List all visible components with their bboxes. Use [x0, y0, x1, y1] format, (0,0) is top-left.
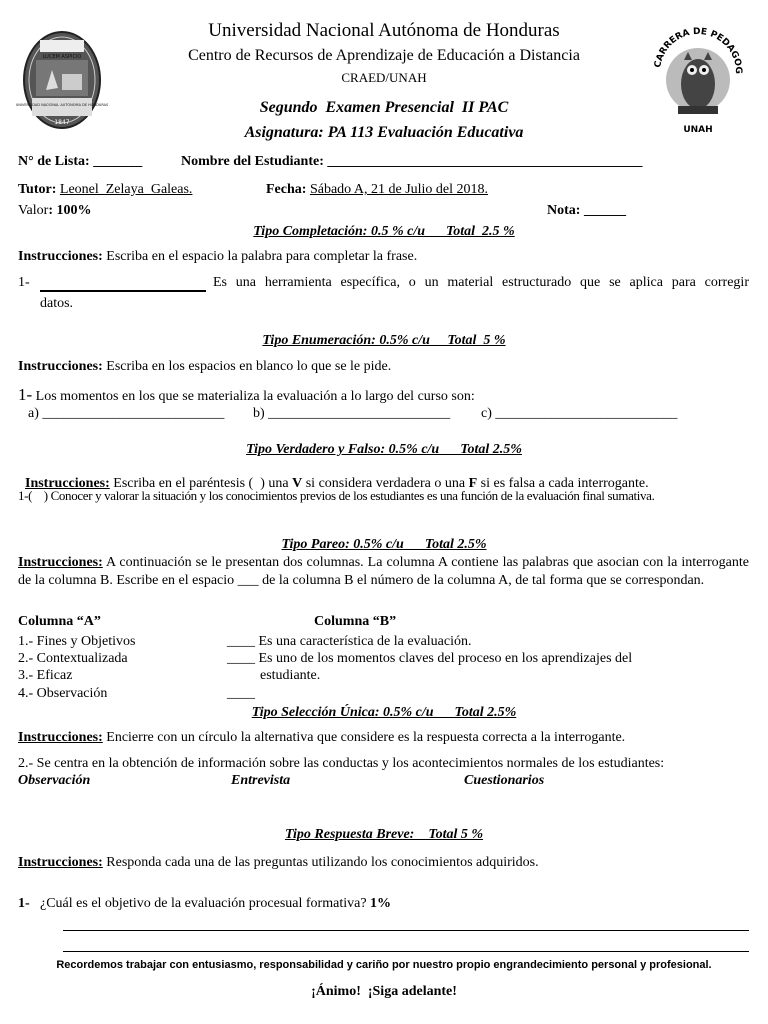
answer-line[interactable] — [63, 951, 749, 952]
column-b-item[interactable]: ____ — [227, 686, 255, 701]
instructions-label: Instrucciones: — [18, 359, 103, 374]
single-choice-item: 2.- Se centra en la obtención de información sobre las conductas y los acontecimientos normales de los estudiantes: — [18, 756, 665, 771]
enumeration-option-c[interactable]: c) __________________________ — [481, 406, 678, 421]
false-letter: F — [468, 476, 478, 491]
tutor-value: Leonel Zelaya Galeas. — [59, 182, 193, 197]
short-answer-item — [40, 896, 391, 912]
logo-unah-text: UNAH — [683, 125, 713, 135]
enumeration-instructions — [18, 359, 391, 375]
true-false-item[interactable]: 1-( ) Conocer y valorar la situación y los conocimientos previos de los estudiantes es una función de la evaluación final sumativa. — [18, 488, 655, 503]
enumeration-item-text: Los momentos en los que se materializa la evaluación a lo largo del curso son: — [32, 389, 475, 404]
completion-item-number: 1- — [18, 275, 30, 290]
university-name: Universidad Nacional Autónoma de Honduras — [208, 20, 560, 41]
enumeration-item-number: 1- — [18, 385, 33, 404]
list-number-row — [18, 154, 142, 170]
instructions-text-3: si es falsa a cada interrogante. — [477, 476, 649, 491]
list-number-label: N° de Lista: — [18, 154, 90, 169]
tutor-label: Tutor: — [18, 182, 57, 197]
date-value: Sábado A, 21 de Julio del 2018. — [309, 182, 489, 197]
completion-instructions — [18, 249, 417, 265]
column-a-item: 1.- Fines y Objetivos — [18, 634, 136, 649]
value-label: Valor — [18, 203, 49, 218]
completion-answer-blank[interactable] — [40, 275, 206, 292]
short-answer-question: ¿Cuál es el objetivo de la evaluación procesual formativa? — [40, 896, 367, 911]
seal-year: 1847 — [54, 119, 70, 126]
center-name: Centro de Recursos de Aprendizaje de Educación a Distancia — [188, 47, 580, 64]
instructions-text: Responda cada una de las preguntas utilizando los conocimientos adquiridos. — [102, 855, 539, 870]
enumeration-title: Tipo Enumeración: 0.5% c/u Total 5 % — [262, 333, 506, 348]
choice-option[interactable]: Entrevista — [231, 773, 291, 788]
column-a-item: 4.- Observación — [18, 686, 108, 701]
value-row — [18, 203, 92, 219]
true-false-title: Tipo Verdadero y Falso: 0.5% c/u Total 2.5% — [246, 442, 522, 457]
instructions-label: Instrucciones: — [18, 730, 103, 745]
completion-item-text-cont: datos. — [40, 296, 74, 311]
single-choice-title: Tipo Selección Única: 0.5% c/u Total 2.5% — [251, 705, 517, 720]
exam-title: Segundo Examen Presencial II PAC — [259, 99, 509, 116]
choice-option[interactable]: Observación — [18, 773, 91, 788]
student-name-blank[interactable]: _____________________________________________ — [327, 154, 643, 169]
footer-cheer: ¡Ánimo! ¡Siga adelante! — [311, 984, 457, 999]
pedagogy-owl-logo — [652, 24, 744, 136]
column-a-item: 2.- Contextualizada — [18, 651, 128, 666]
column-b-item-cont: estudiante. — [260, 668, 321, 683]
answer-line[interactable] — [63, 930, 749, 931]
seal-top-text: LUCEM ASPICIO — [42, 54, 82, 60]
enumeration-option-a[interactable]: a) __________________________ — [28, 406, 225, 421]
short-answer-points: 1% — [366, 896, 392, 911]
column-a-header: Columna “A” — [18, 614, 101, 629]
true-letter: V — [292, 476, 303, 491]
instructions-text: A continuación se le presentan dos columnas. La columna A contiene las palabras que asocian con la interrogante de la columna B. Escribe en el espacio ___ de la columna B el número de la columna A, de tal forma que se correspondan. — [18, 555, 749, 588]
matching-title: Tipo Pareo: 0.5% c/u Total 2.5% — [281, 537, 487, 552]
instructions-label: Instrucciones: — [25, 476, 110, 491]
instructions-text: Escriba en los espacios en blanco lo que se le pide. — [102, 359, 392, 374]
date-label: Fecha: — [266, 182, 307, 197]
university-seal-logo — [15, 30, 109, 130]
single-choice-instructions — [18, 730, 625, 746]
instructions-text-1: Escriba en el paréntesis ( ) una — [109, 476, 293, 491]
student-name-label: Nombre del Estudiante: — [181, 154, 324, 169]
list-number-blank[interactable]: _______ — [93, 154, 143, 169]
column-a-item: 3.- Eficaz — [18, 668, 73, 683]
subject-title: Asignatura: PA 113 Evaluación Educativa — [244, 124, 524, 141]
grade-blank[interactable]: ______ — [583, 203, 626, 218]
column-b-header: Columna “B” — [314, 614, 397, 629]
logo-arc-text: CARRERA DE PEDAGOG — [653, 26, 744, 75]
date-row — [266, 182, 488, 198]
short-answer-title: Tipo Respuesta Breve: Total 5 % — [284, 827, 484, 842]
center-acronym: CRAED/UNAH — [341, 70, 427, 85]
value-value: : 100% — [48, 203, 92, 218]
choice-option[interactable]: Cuestionarios — [464, 773, 545, 788]
student-name-row — [181, 154, 642, 170]
seal-bottom-text: UNIVERSIDAD NACIONAL AUTONOMA DE HONDURAS — [15, 103, 109, 107]
grade-row — [547, 203, 626, 219]
footer-motto: Recordemos trabajar con entusiasmo, responsabilidad y cariño por nuestro propio engrandecimiento personal y profesional. — [56, 959, 712, 971]
instructions-text-2: si considera verdadera o una — [302, 476, 469, 491]
short-answer-instructions — [18, 855, 539, 871]
enumeration-item — [18, 385, 475, 405]
completion-title: Tipo Completación: 0.5 % c/u Total 2.5 % — [253, 224, 515, 239]
grade-label: Nota: — [547, 203, 581, 218]
short-answer-item-number: 1- — [18, 896, 30, 911]
instructions-label: Instrucciones: — [18, 249, 103, 264]
column-b-item[interactable]: ____ Es una característica de la evaluación. — [227, 634, 472, 649]
instructions-label: Instrucciones: — [18, 855, 103, 870]
enumeration-option-b[interactable]: b) __________________________ — [253, 406, 451, 421]
matching-instructions — [18, 554, 749, 590]
instructions-text: Encierre con un círculo la alternativa que considere es la respuesta correcta a la interrogante. — [102, 730, 626, 745]
completion-item-text: Es una herramienta específica, o un material estructurado que se aplica para corregir — [213, 275, 749, 290]
instructions-text: Escriba en el espacio la palabra para completar la frase. — [102, 249, 418, 264]
column-b-item[interactable]: ____ Es uno de los momentos claves del proceso en los aprendizajes del — [227, 651, 633, 666]
tutor-row — [18, 182, 192, 198]
instructions-label: Instrucciones: — [18, 555, 103, 570]
